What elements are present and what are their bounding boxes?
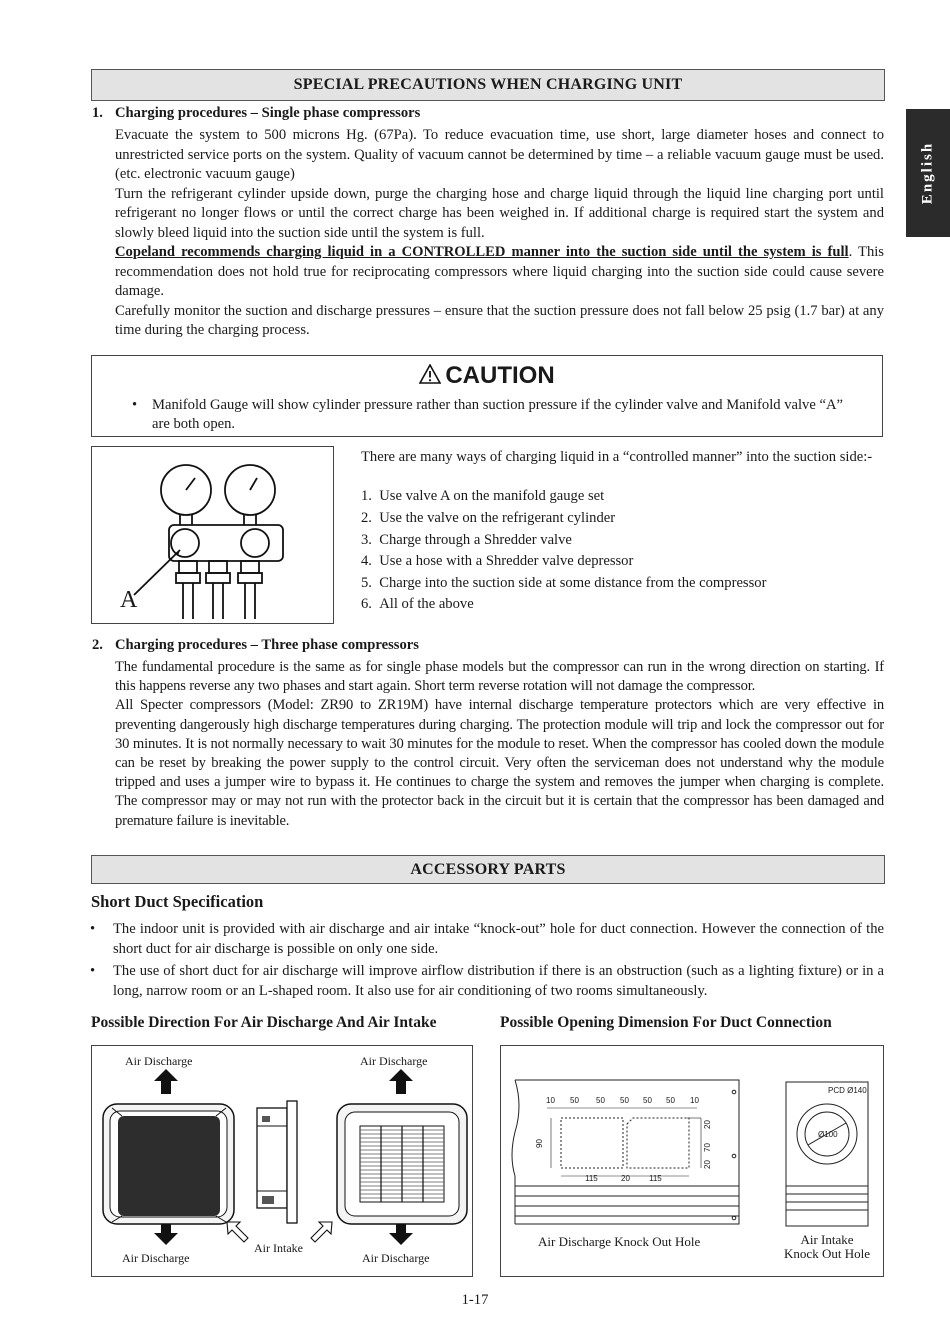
controlled-intro: There are many ways of charging liquid in a “controlled manner” into the suction side:- [361,449,873,465]
section1-para3-rest: . This recommendation does not hold true for reciprocating compressors where liquid charging into the suction side could cause severe damage. [115,244,884,299]
diameter-label: Ø100 [818,1130,838,1139]
list-item [361,553,633,570]
section1-para1: Evacuate the system to 500 microns Hg. (67Pa). To reduce evacuation time, use short, large diameter hoses and connect to unrestricted service ports on the system. Quality of vacuum cannot be determined by time – a reliable vacuum gauge must be used. (etc. electronic vacuum gauge) [115,127,884,182]
discharge-knockout-caption: Air Discharge Knock Out Hole [538,1234,701,1249]
label-air-discharge: Air Discharge [360,1054,428,1068]
bullet-mark: • [90,963,96,979]
caution-text: Manifold Gauge will show cylinder pressure rather than suction pressure if the cylinder valve and Manifold valve “A” are both open. [152,397,843,432]
caution-title: CAUTION [445,362,555,389]
short-duct-heading: Short Duct Specification [91,892,264,911]
banner-title: SPECIAL PRECAUTIONS WHEN CHARGING UNIT [293,76,683,93]
list-item [361,532,572,549]
manifold-gauge-figure [91,446,334,624]
dim-label: 50 [666,1096,675,1105]
pcd-label: PCD Ø140 [828,1086,867,1095]
accessory-bullet-text: The indoor unit is provided with air discharge and air intake “knock-out” hole for duct connection. However the connection of the short duct for air discharge is possible on only one side. [113,921,884,957]
section2-body [115,658,884,831]
left-figure-title: Possible Direction For Air Discharge And Air Intake [91,1014,437,1031]
duct-dimension-figure [500,1045,884,1277]
bullet-mark: • [90,921,96,937]
caution-item [132,396,856,433]
section2-heading: Charging procedures – Three phase compressors [115,637,419,653]
caution-heading [92,362,882,390]
dim-label: 115 [649,1174,662,1183]
accessory-bullet-text: The use of short duct for air discharge will improve airflow distribution if there is an obstruction (such as a lighting fixture) or in a long, narrow room or an L-shaped room. It also use for air conditioning of two rooms simultaneously. [113,963,884,999]
list-item [361,488,604,505]
label-air-discharge: Air Discharge [125,1054,193,1068]
dim-label: 10 [690,1096,699,1105]
language-tab [906,109,950,237]
intake-knockout-caption-1: Air Intake [800,1232,854,1247]
section2-para2: All Specter compressors (Model: ZR90 to ZR19M) have internal discharge temperature protectors which are very effective in preventing dangerously high discharge temperatures during charging. The protection module will trip and lock the compressor out for 30 minutes. It is not normally necessary to wait 30 minutes for the module to reset. When the compressor has cooled down the module can be reset by breaking the power supply to the control circuit. Very often the serviceman does not understand why the module tripped and uses a jumper wire to bypass it. He continues to charge the system and removes the jumper when charging is complete. The compressor may or may not run with the protector back in the circuit but it is certain that the compressor has been damaged and premature failure is inevitable. [115,697,884,829]
caution-box [91,355,883,437]
list-item [361,510,615,527]
list-number: 4. [361,553,372,569]
list-text: Charge into the suction side at some distance from the compressor [379,575,767,591]
list-text: Charge through a Shredder valve [379,532,572,548]
dim-label: 50 [596,1096,605,1105]
dim-label: 50 [620,1096,629,1105]
accessory-bullet-1 [90,920,884,959]
language-tab-label: English [919,141,936,205]
accessory-title: ACCESSORY PARTS [410,861,566,878]
list-text: Use a hose with a Shredder valve depressor [379,553,634,569]
page-number: 1-17 [461,1292,489,1308]
air-direction-figure [91,1045,473,1277]
list-number: 6. [361,596,372,612]
valve-a-label: A [120,587,138,613]
list-number: 3. [361,532,372,548]
section-banner-accessory [91,855,885,884]
dim-label: 115 [585,1174,598,1183]
section2-number: 2. [92,637,103,653]
dim-label: 70 [702,1143,712,1152]
dim-label: 50 [570,1096,579,1105]
list-item [361,596,474,613]
section1-heading: Charging procedures – Single phase compressors [115,105,421,121]
dim-label: 20 [702,1160,712,1169]
label-air-intake: Air Intake [254,1241,303,1255]
intake-knockout-caption-2: Knock Out Hole [784,1246,870,1261]
caution-bullet: • [132,397,138,413]
list-item [361,575,766,592]
list-text: All of the above [379,596,474,612]
list-number: 2. [361,510,372,526]
dim-label: 20 [702,1120,712,1129]
section-banner-charging [91,69,885,101]
list-text: Use the valve on the refrigerant cylinder [379,510,616,526]
section1-body [115,126,884,341]
dim-label: 50 [643,1096,652,1105]
label-air-discharge: Air Discharge [122,1251,190,1265]
section2-para1: The fundamental procedure is the same as for single phase models but the compressor can run in the wrong direction on starting. If this happens reverse any two phases and start again. Short term reverse rotation will not damage the compressor. [115,659,884,695]
accessory-bullet-2 [90,962,884,1001]
list-number: 5. [361,575,372,591]
list-number: 1. [361,488,372,504]
dim-label: 90 [534,1139,544,1148]
section1-para2: Turn the refrigerant cylinder upside down, purge the charging hose and charge liquid through the liquid line charging port until refrigerant no longer flows or until the correct charge has been weighed in. If additional charge is required start the system and slowly bleed liquid into the suction side until the system is full. [115,185,884,241]
section1-number: 1. [92,105,103,121]
dim-label: 20 [621,1174,630,1183]
warning-triangle-icon [419,364,441,384]
dim-label: 10 [546,1096,555,1105]
copeland-recommendation: Copeland recommends charging liquid in a CONTROLLED manner into the suction side until the system is full [115,244,849,260]
list-text: Use valve A on the manifold gauge set [379,488,605,504]
section1-para4: Carefully monitor the suction and discharge pressures – ensure that the suction pressure does not fall below 25 psig (1.7 bar) at any time during the charging process. [115,302,884,338]
right-figure-title: Possible Opening Dimension For Duct Connection [500,1014,832,1031]
section1-para3 [115,243,884,302]
label-air-discharge: Air Discharge [362,1251,430,1265]
